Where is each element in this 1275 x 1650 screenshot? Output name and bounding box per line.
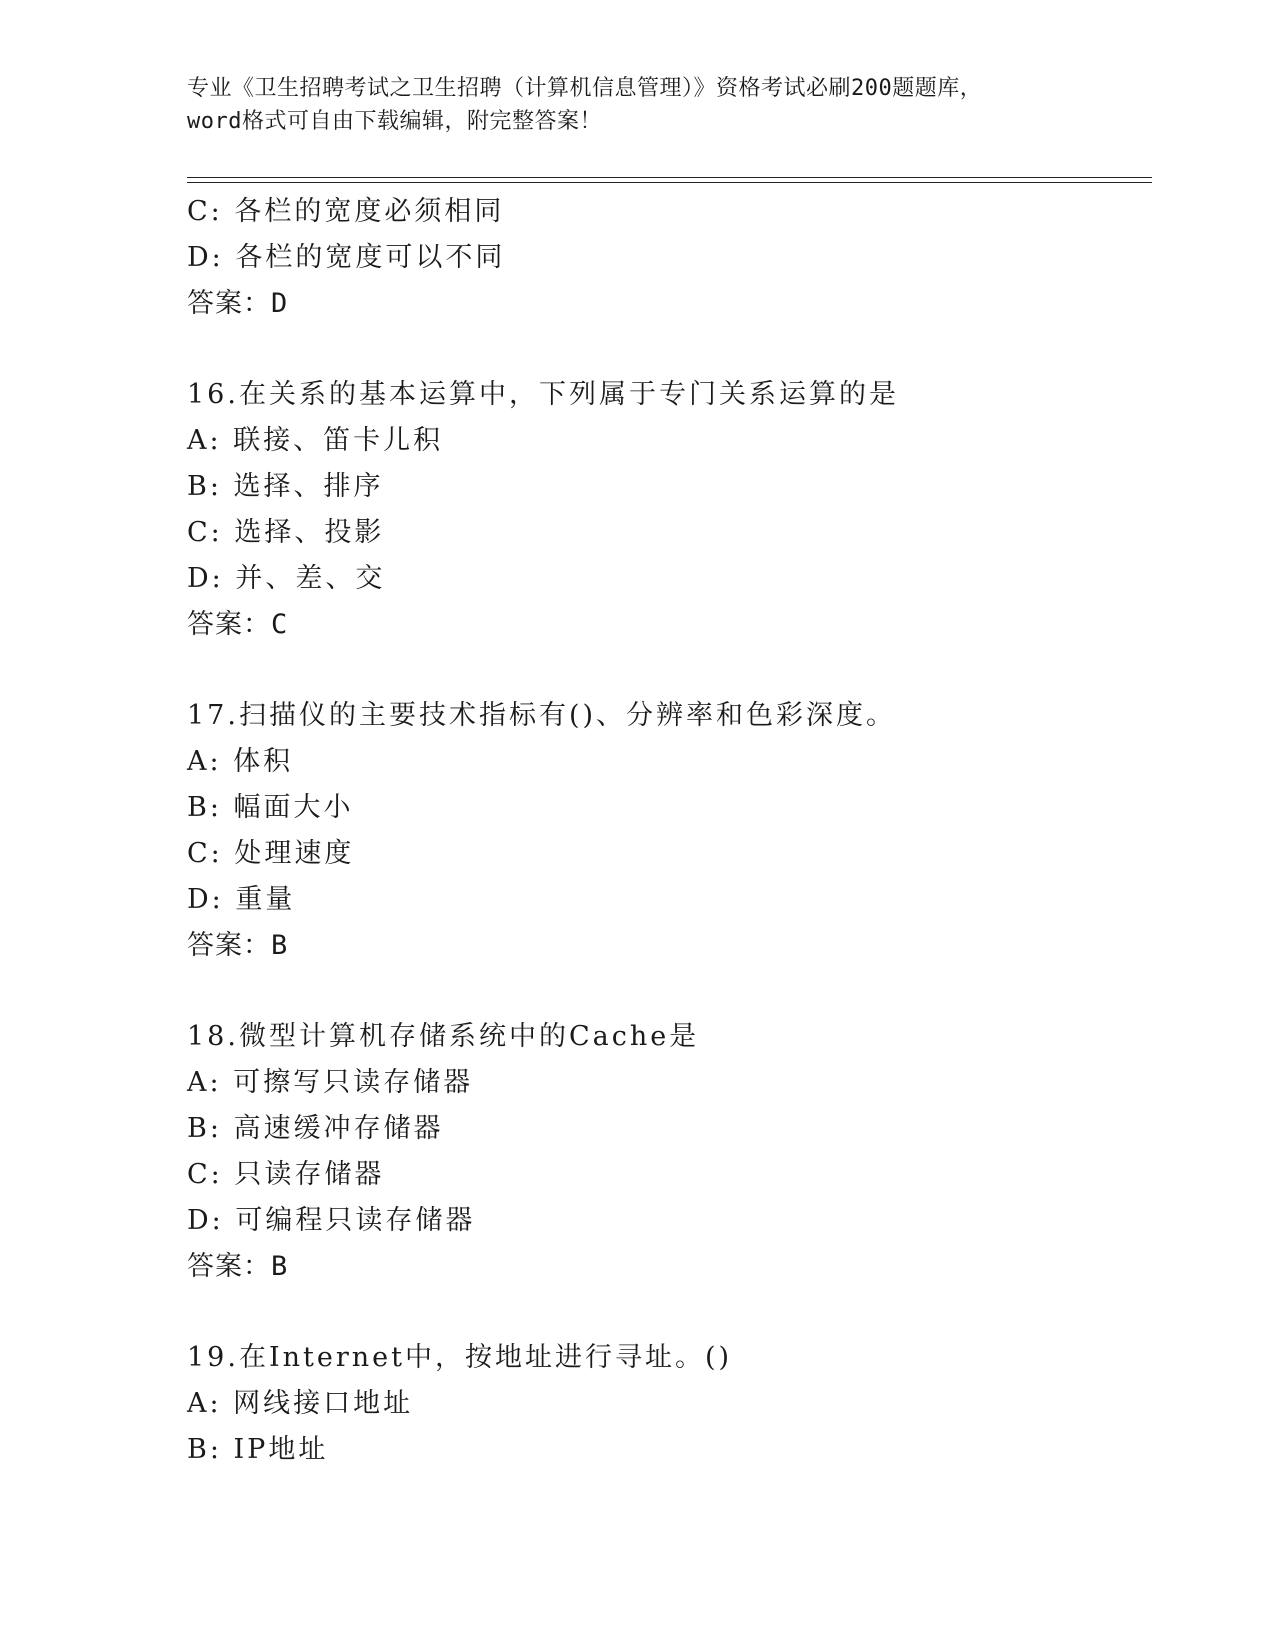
- answer-line: 答案：B: [187, 930, 289, 961]
- option-b: B: IP地址: [187, 1434, 329, 1465]
- option-d: D: 可编程只读存储器: [187, 1205, 476, 1236]
- header-divider-top: [187, 177, 1152, 178]
- option-d: D: 重量: [187, 884, 296, 915]
- question-19: [187, 1335, 1147, 1473]
- answer-line: 答案：D: [187, 288, 289, 319]
- option-a: A: 体积: [187, 746, 294, 777]
- option-a: A: 网线接口地址: [187, 1388, 414, 1419]
- option-b: B: 幅面大小: [187, 792, 354, 823]
- option-d: D: 各栏的宽度可以不同: [187, 242, 506, 273]
- option-a: A: 联接、笛卡儿积: [187, 425, 444, 456]
- header-line-2: word格式可自由下载编辑，附完整答案！: [187, 109, 602, 134]
- answer-line: 答案：B: [187, 1251, 289, 1282]
- option-c: C: 选择、投影: [187, 517, 385, 548]
- question-16: [187, 372, 1147, 648]
- option-c: C: 处理速度: [187, 838, 355, 869]
- question-stem: 19.在Internet中，按地址进行寻址。(): [187, 1342, 733, 1373]
- header-divider-bottom: [187, 182, 1152, 183]
- option-c: C: 只读存储器: [187, 1159, 385, 1190]
- answer-line: 答案：C: [187, 609, 289, 640]
- question-18: [187, 1014, 1147, 1290]
- option-b: B: 高速缓冲存储器: [187, 1113, 444, 1144]
- header-line-1: 专业《卫生招聘考试之卫生招聘（计算机信息管理）》资格考试必刷200题题库，: [187, 76, 983, 101]
- question-stem: 18.微型计算机存储系统中的Cache是: [187, 1021, 700, 1052]
- option-d: D: 并、差、交: [187, 563, 386, 594]
- option-a: A: 可擦写只读存储器: [187, 1067, 474, 1098]
- question-stem: 17.扫描仪的主要技术指标有()、分辨率和色彩深度。: [187, 700, 897, 731]
- question-list: [187, 189, 1147, 1473]
- option-b: B: 选择、排序: [187, 471, 384, 502]
- question-stem: 16.在关系的基本运算中，下列属于专门关系运算的是: [187, 379, 899, 410]
- question-17: [187, 693, 1147, 969]
- option-c: C: 各栏的宽度必须相同: [187, 196, 505, 227]
- document-header: [187, 72, 1087, 138]
